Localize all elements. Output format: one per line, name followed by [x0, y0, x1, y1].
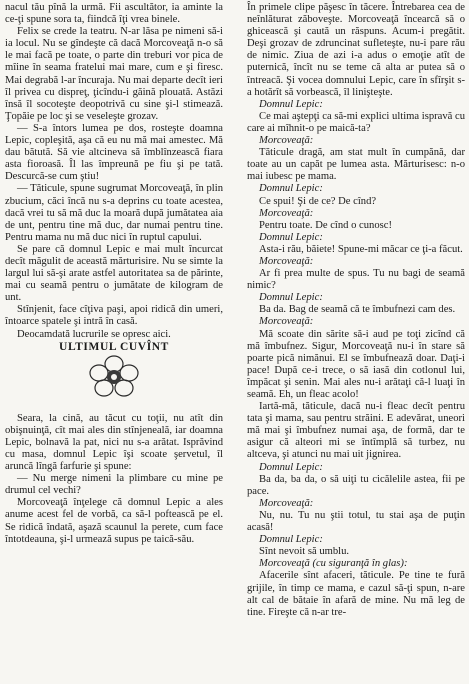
paragraph: Mă scoate din sărite să-i aud pe toţi zicînd că mă îmbufnez. Sigur, Morcoveaţă nu-i în stare să poarte pică nimănui. El se îmbufnează doar. Daţi-i pace! După ce-i trece, o să iasă din cotlonul lui, împăcat şi senin. Mai ales nu-i arătaţi că-l luaţi în seamă. Eh, un fleac acolo!: [247, 328, 465, 400]
paragraph: nacul tău pînă la urmă. Fii ascultător, ia aminte la ce-ţi spune sora ta, fiindcă îţi vrea binele.: [5, 2, 223, 26]
paragraph: Nu, nu. Tu nu ştii totul, tu stai aşa de puţin acasă!: [247, 509, 465, 534]
chapter-title: ULTIMUL CUVÎNT: [59, 340, 169, 353]
flower-ornament-icon: [86, 355, 142, 399]
paragraph: Ba da. Bag de seamă că te îmbufnezi cam des.: [259, 304, 456, 316]
paragraph: Sînt nevoit să umblu.: [259, 546, 350, 558]
speaker-label: Domnul Lepic:: [259, 292, 323, 304]
speaker-label: Morcoveaţă:: [259, 135, 314, 147]
speaker-label: Morcoveaţă:: [259, 255, 314, 267]
paragraph: Ar fi prea multe de spus. Tu nu bagi de seamă nimic?: [247, 268, 465, 292]
paragraph: Morcoveaţă înţelege că domnul Lepic a ales anume acest fel de vorbă, ca să-l poftească pe el. Se ridică îndată, aşază scaunul la perete, cum face întotdeauna, şi-l urmează supus pe taică-său.: [5, 497, 223, 545]
paragraph: Iartă-mă, tăticule, dacă nu-i fleac decît pentru tata şi mama, sau pentru străini. E adevărat, uneori mă mai şi îmbufnez numai aşa, de formă, dar te asigur că alteori mi se întîmplă să turbez, nu altceva, şi atunci nu mai uit jignirea.: [247, 401, 465, 461]
paragraph: Stînjenit, face cîţiva paşi, apoi ridică din umeri, întoarce spatele şi intră în casă.: [5, 304, 223, 328]
speaker-label: Morcoveaţă (cu siguranţă în glas):: [259, 558, 408, 570]
chapter-ornament: [5, 355, 223, 399]
speaker-label: Morcoveaţă:: [259, 497, 314, 509]
paragraph: Deocamdată lucrurile se opresc aici.: [17, 328, 171, 340]
paragraph: Pentru toate. De cînd o cunosc!: [259, 219, 392, 231]
paragraph: — S-a întors lumea pe dos, rosteşte doamna Lepic, copleşită, aşa că eu nu mă mai amestec. Mă dau bătută. Să vie altcineva să îmblînzească fiara asta fioroasă. Îl las împreună pe fiu şi pe tată. Descurcă-se cum ştiu!: [5, 122, 223, 183]
speaker-label: Domnul Lepic:: [259, 183, 323, 195]
paragraph: În primele clipe păşesc în tăcere. Întrebarea cea de neînlăturat zăboveşte. Morcoveaţă încearcă să o ghicească şi caută un răspuns. Acum-i pregătit. Deşi grozav de zdruncinat sufleteşte, nu-i pare rău de nimic. Ziua de azi i-a adus o emoţie atît de puternică, încît nu se teme că alta ar putea să o întreacă. Şi vocea domnului Lepic, care în sfîrşit s-a hotărît să vorbească, îl linişteşte.: [247, 2, 465, 98]
paragraph: — Tăticule, spune sugrumat Morcoveaţă, în plin zbucium, căci încă nu s-a deprins cu toate acestea, dacă vrei tu să mă duc la moară după jumătatea aia de unt, pentru tine mă duc, dar numai pentru tine. Pentru mama nu mă duc nici în ruptul capului.: [5, 183, 223, 243]
speaker-label: Morcoveaţă:: [259, 316, 314, 328]
paragraph: Ce mai aştepţi ca să-mi explici ultima ispravă cu care ai mîhnit-o pe maică-ta?: [247, 110, 465, 134]
speaker-label: Morcoveaţă:: [259, 207, 314, 219]
paragraph: Ba da, ba da, o să uiţi tu cicălelile astea, fii pe pace.: [247, 473, 465, 497]
speaker-label: Domnul Lepic:: [259, 231, 323, 243]
speaker-label: Domnul Lepic:: [259, 461, 323, 473]
paragraph: Ce spui! Şi de ce? De cînd?: [259, 195, 377, 207]
paragraph: Seara, la cină, au tăcut cu toţii, nu atît din obişnuinţă, cît mai ales din stînjeneală, iar doamna Lepic, bolnavă la pat, nici nu s-a arătat. Isprăvind cu masa, domnul Lepic îşi scoate şervetul, îl aruncă lîngă farfurie şi spune:: [5, 412, 223, 473]
speaker-label: Domnul Lepic:: [259, 534, 323, 546]
paragraph: Se pare că domnul Lepic e mai mult încurcat decît măgulit de această mărturisire. Nu se simte la largul lui să-şi arate astfel autoritatea sa de părinte, mai cu seamă pentru o jumătate de kilogram de unt.: [5, 243, 223, 304]
paragraph: Felix se crede la teatru. N-ar lăsa pe nimeni să-i ia locul. Nu se gîndeşte că dacă Morcoveaţă n-o să le mai facă pe toate, o parte din treburi vor pica de mîine în seama fratelui mai mare, cum e şi firesc. Mai degrabă l-ar încuraja. Nu mai departe decît ieri îl privea cu dispreţ, ţicîndu-i găină plouată. Astăzi însă îl socoteşte deopotrivă cu sine şi-l stimează. Ţopăie pe loc şi se veseleşte grozav.: [5, 26, 223, 122]
right-column: [247, 2, 465, 619]
paragraph: Asta-i rău, băiete! Spune-mi măcar ce ţi-a făcut.: [259, 243, 463, 255]
left-column: [5, 2, 223, 546]
speaker-label: Domnul Lepic:: [259, 98, 323, 110]
paragraph: Tăticule dragă, am stat mult în cumpănă, dar toate au un capăt pe lumea asta. Mărturisesc: n-o mai iubesc pe mama.: [247, 147, 465, 183]
paragraph: — Nu merge nimeni la plimbare cu mine pe drumul cel vechi?: [5, 473, 223, 497]
paragraph: Afacerile sînt afaceri, tăticule. Pe tine te fură grijile, în timp ce mama, e cazul să-ţi spun, n-are alt cal de bătaie în afară de mine. Nu mă leg de tine. Fireşte că n-ar tre-: [247, 570, 465, 618]
